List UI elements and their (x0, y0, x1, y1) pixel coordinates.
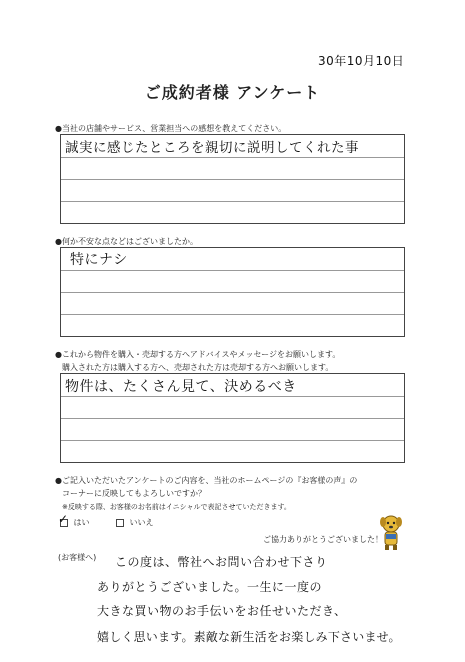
question-2-text: ●何か不安な点などはございましたか。 (55, 237, 198, 246)
ruled-line (61, 314, 404, 315)
consent-question-line-2: コーナーに反映してもよろしいですか？ (62, 489, 206, 498)
answer-1: 誠実に感じたところを親切に説明してくれた事 (65, 140, 359, 156)
answer-3: 物件は、たくさん見て、決めるべき (65, 379, 297, 395)
dog-mascot-icon (377, 513, 405, 551)
message-line-4: 嬉しく思います。素敵な新生活をお楽しみ下さいませ。 (97, 630, 401, 644)
no-label: いいえ (129, 518, 154, 527)
question-3-text: ●これから物件を購入・売却する方へアドバイスやメッセージをお願いします。 (55, 350, 341, 359)
message-line-1: この度は、幣社へお問い合わせ下さり (115, 555, 328, 569)
consent-question-line-1: ●ご記入いただいたアンケートのご内容を、当社のホームページの『お客様の声』の (55, 476, 358, 485)
no-checkbox[interactable] (116, 519, 124, 527)
consent-note: ※反映する際、お客様のお名前はイニシャルで表記させていただきます。 (62, 503, 291, 511)
ruled-line (61, 157, 404, 158)
yes-checkbox[interactable] (58, 512, 71, 527)
ruled-line (61, 292, 404, 293)
yes-label: はい (73, 518, 90, 527)
message-line-3: 大きな買い物のお手伝いをお任せいただき、 (97, 604, 347, 618)
form-date: 30年10月10日 (318, 54, 405, 68)
ruled-line (61, 418, 404, 419)
thanks-message: ご協力ありがとうございました！ (263, 535, 383, 544)
ruled-line (61, 201, 404, 202)
consent-no-option[interactable] (116, 517, 154, 528)
page-title: ご成約者様 アンケート (144, 83, 321, 102)
message-line-2: ありがとうございました。一生に一度の (97, 580, 323, 594)
answer-2: 特にナシ (70, 252, 128, 268)
ruled-line (61, 179, 404, 180)
customer-message-label: (お客様へ) (58, 553, 97, 562)
question-1-text: ●当社の店舗やサービス、営業担当への感想を教えてください。 (55, 124, 287, 133)
ruled-line (61, 270, 404, 271)
consent-yes-option[interactable] (58, 512, 90, 528)
ruled-line (61, 396, 404, 397)
ruled-line (61, 440, 404, 441)
check-mark-icon: ✓ (58, 512, 69, 526)
question-3-subtext: 購入された方は購入する方へ、売却された方は売却する方へお願いします。 (62, 363, 334, 372)
